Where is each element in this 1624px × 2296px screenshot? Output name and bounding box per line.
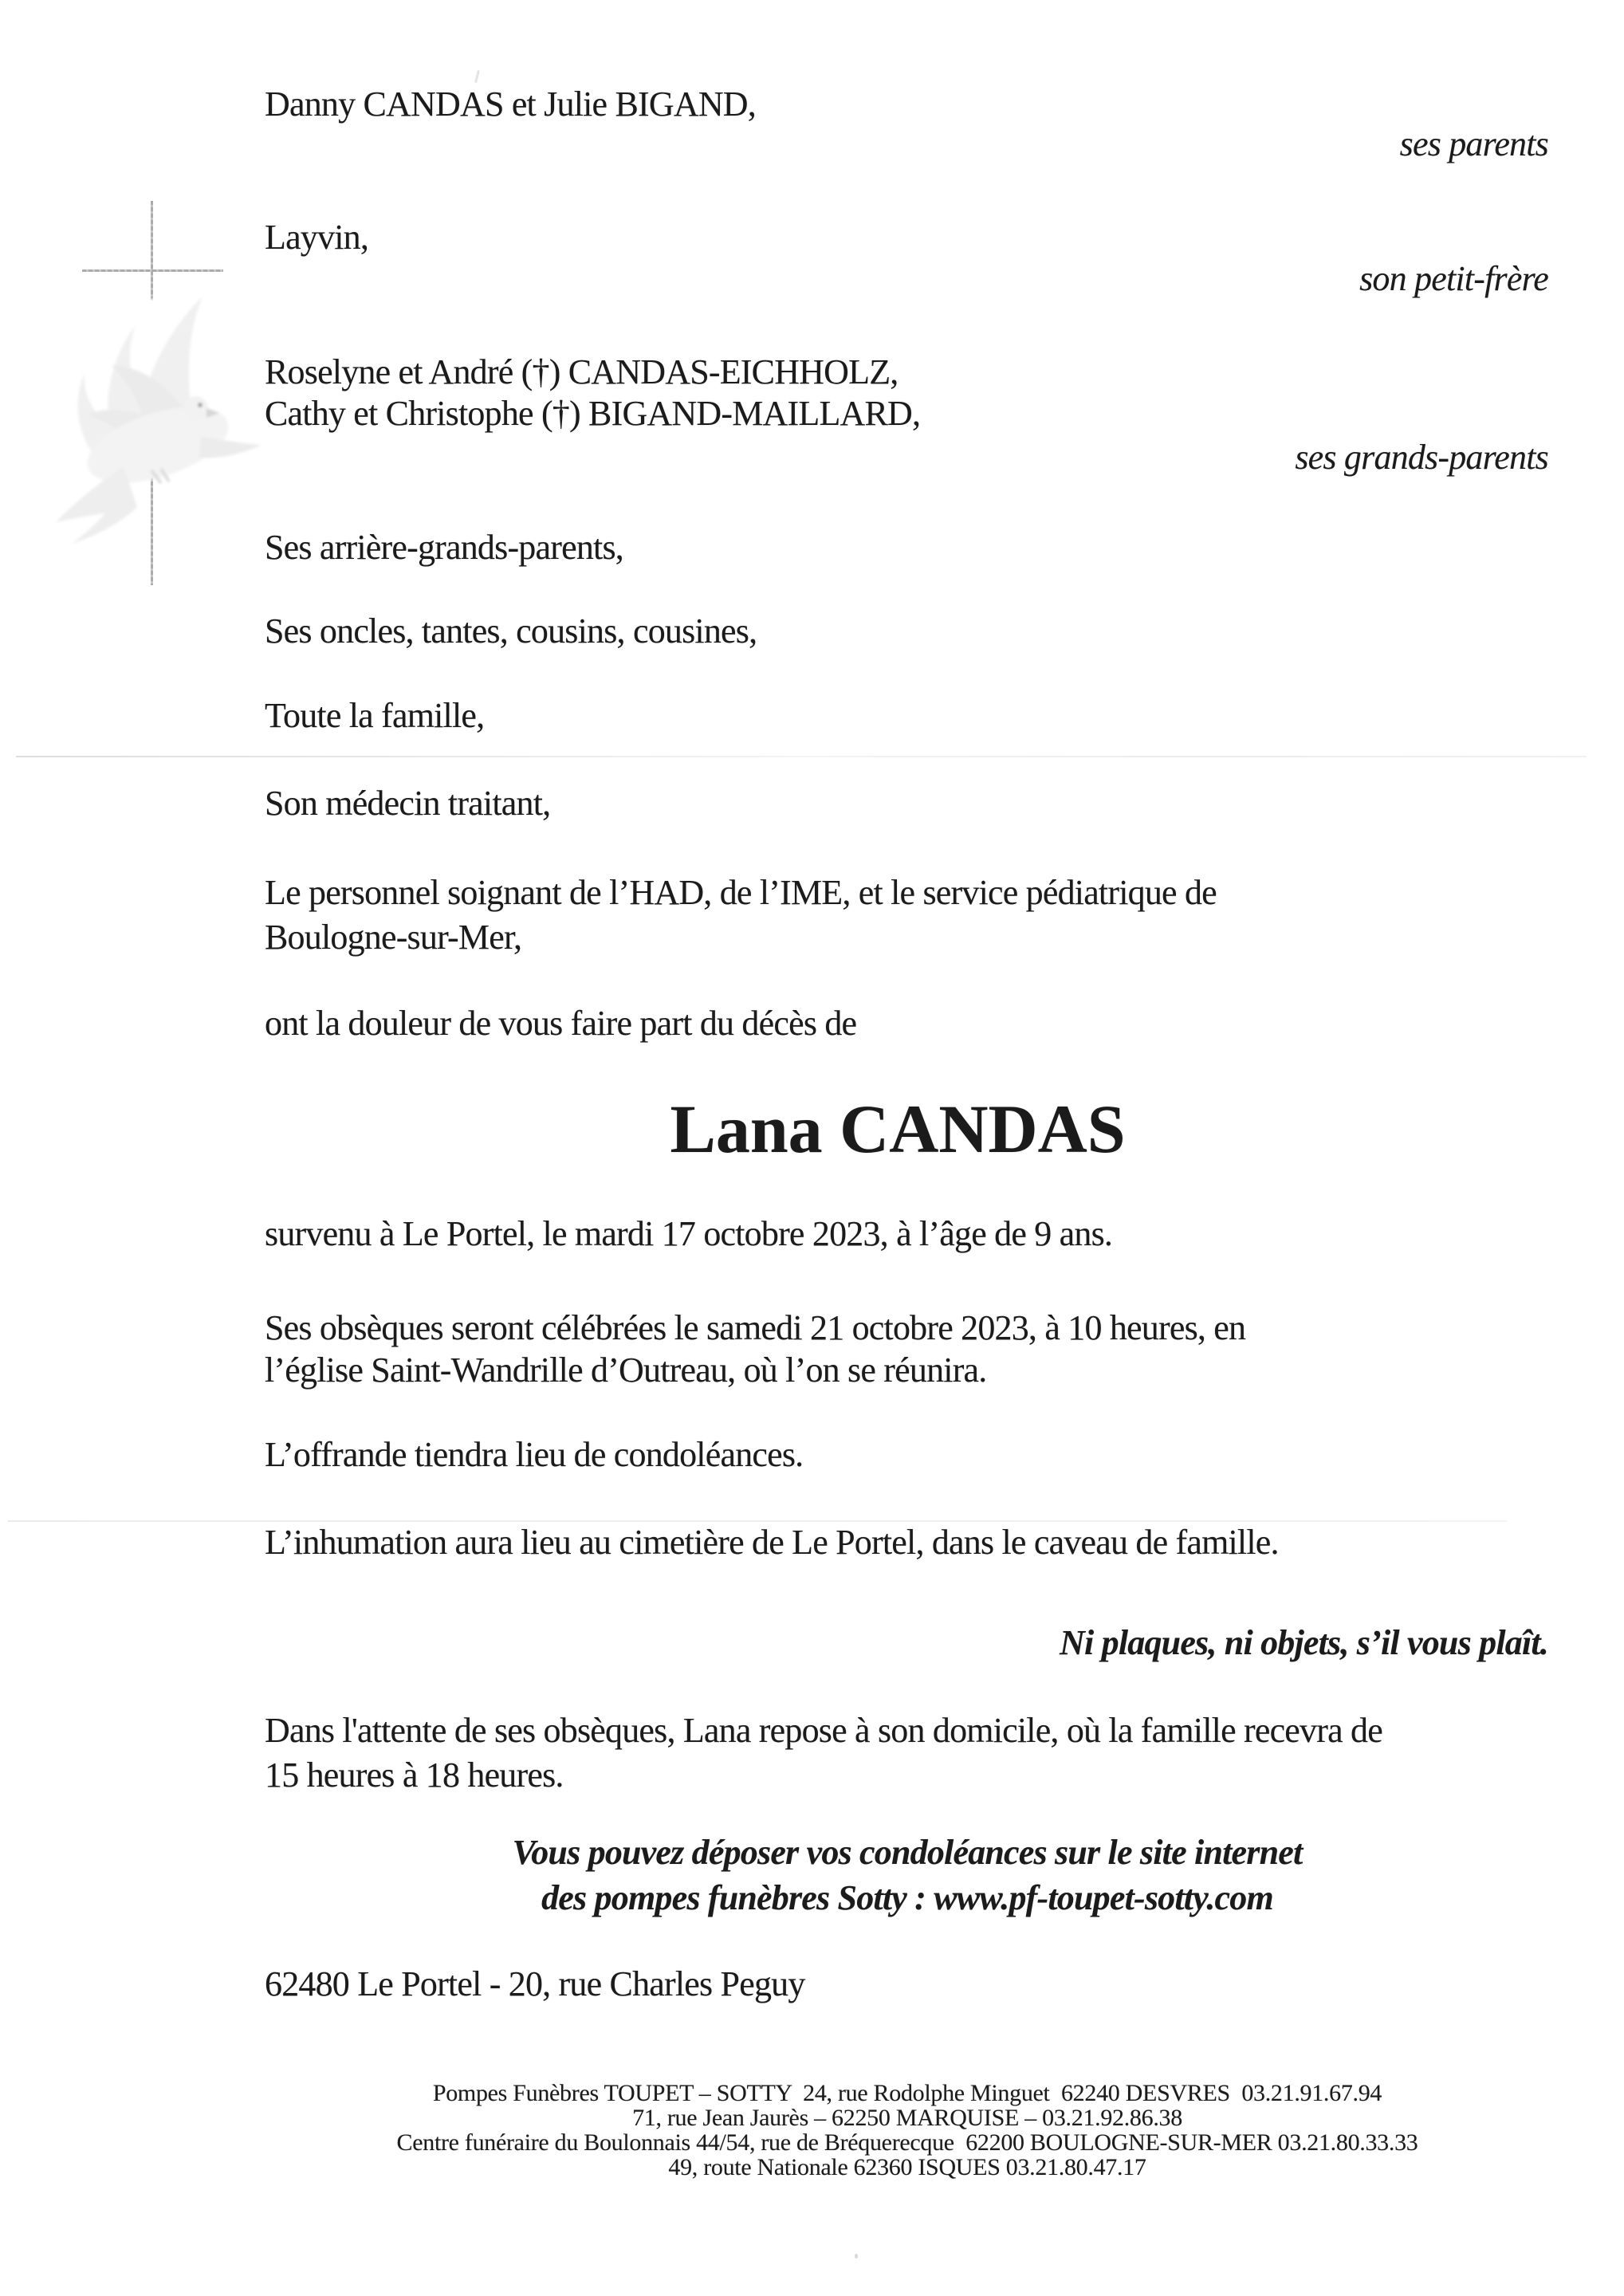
parents-relation-label: ses parents [1399, 124, 1548, 163]
footer-line-3: Centre funéraire du Boulonnais 44/54, rue de Bréquerecque 62200 BOULOGNE-SUR-MER 03.21.80.33.33 [396, 2129, 1418, 2156]
no-plaques-request-line: Ni plaques, ni objets, s’il vous plaît. [1060, 1623, 1548, 1662]
caregivers-line-2: Boulogne-sur-Mer, [265, 918, 522, 957]
funeral-line-2: l’église Saint-Wandrille d’Outreau, où l’on se réunira. [265, 1350, 987, 1390]
burial-line: L’inhumation aura lieu au cimetière de Le Portel, dans le caveau de famille. [265, 1523, 1279, 1562]
condolences-site-line-2: des pompes funèbres Sotty : www.pf-toupet-sotty.com [541, 1878, 1273, 1917]
brother-name-line: Layvin, [265, 218, 369, 257]
doctor-line: Son médecin traitant, [265, 784, 551, 823]
repose-line-2: 15 heures à 18 heures. [265, 1755, 564, 1795]
offering-line: L’offrande tiendra lieu de condoléances. [265, 1435, 804, 1474]
great-grandparents-line: Ses arrière-grands-parents, [265, 528, 623, 567]
funeral-line-1: Ses obsèques seront célébrées le samedi 21 octobre 2023, à 10 heures, en [265, 1308, 1246, 1347]
condolences-site-line-1: Vous pouvez déposer vos condoléances sur le site internet [512, 1833, 1303, 1872]
footer-line-2: 71, rue Jean Jaurès – 62250 MARQUISE – 03.21.92.86.38 [632, 2105, 1182, 2131]
footer-line-1: Pompes Funèbres TOUPET – SOTTY 24, rue Rodolphe Minguet 62240 DESVRES 03.21.91.67.94 [432, 2080, 1382, 2106]
caregivers-line-1: Le personnel soignant de l’HAD, de l’IME, et le service pédiatrique de [265, 873, 1217, 912]
deceased-name-title: Lana CANDAS [670, 1091, 1126, 1167]
footer-line-4: 49, route Nationale 62360 ISQUES 03.21.80.47.17 [668, 2154, 1146, 2180]
grandparents-names-line-2: Cathy et Christophe (†) BIGAND-MAILLARD, [265, 394, 921, 433]
uncles-cousins-line: Ses oncles, tantes, cousins, cousines, [265, 611, 757, 651]
brother-relation-label: son petit-frère [1359, 259, 1548, 298]
whole-family-line: Toute la famille, [265, 696, 485, 735]
grandparents-names-line-1: Roselyne et André (†) CANDAS-EICHHOLZ, [265, 352, 899, 391]
repose-line-1: Dans l'attente de ses obsèques, Lana repose à son domicile, où la famille recevra de [265, 1711, 1382, 1750]
grandparents-relation-label: ses grands-parents [1295, 438, 1548, 477]
parents-names-line: Danny CANDAS et Julie BIGAND, [265, 85, 756, 124]
announcement-intro-line: ont la douleur de vous faire part du décès de [265, 1004, 857, 1043]
home-address-line: 62480 Le Portel - 20, rue Charles Peguy [265, 1964, 805, 2003]
death-details-line: survenu à Le Portel, le mardi 17 octobre 2023, à l’âge de 9 ans. [265, 1214, 1113, 1253]
